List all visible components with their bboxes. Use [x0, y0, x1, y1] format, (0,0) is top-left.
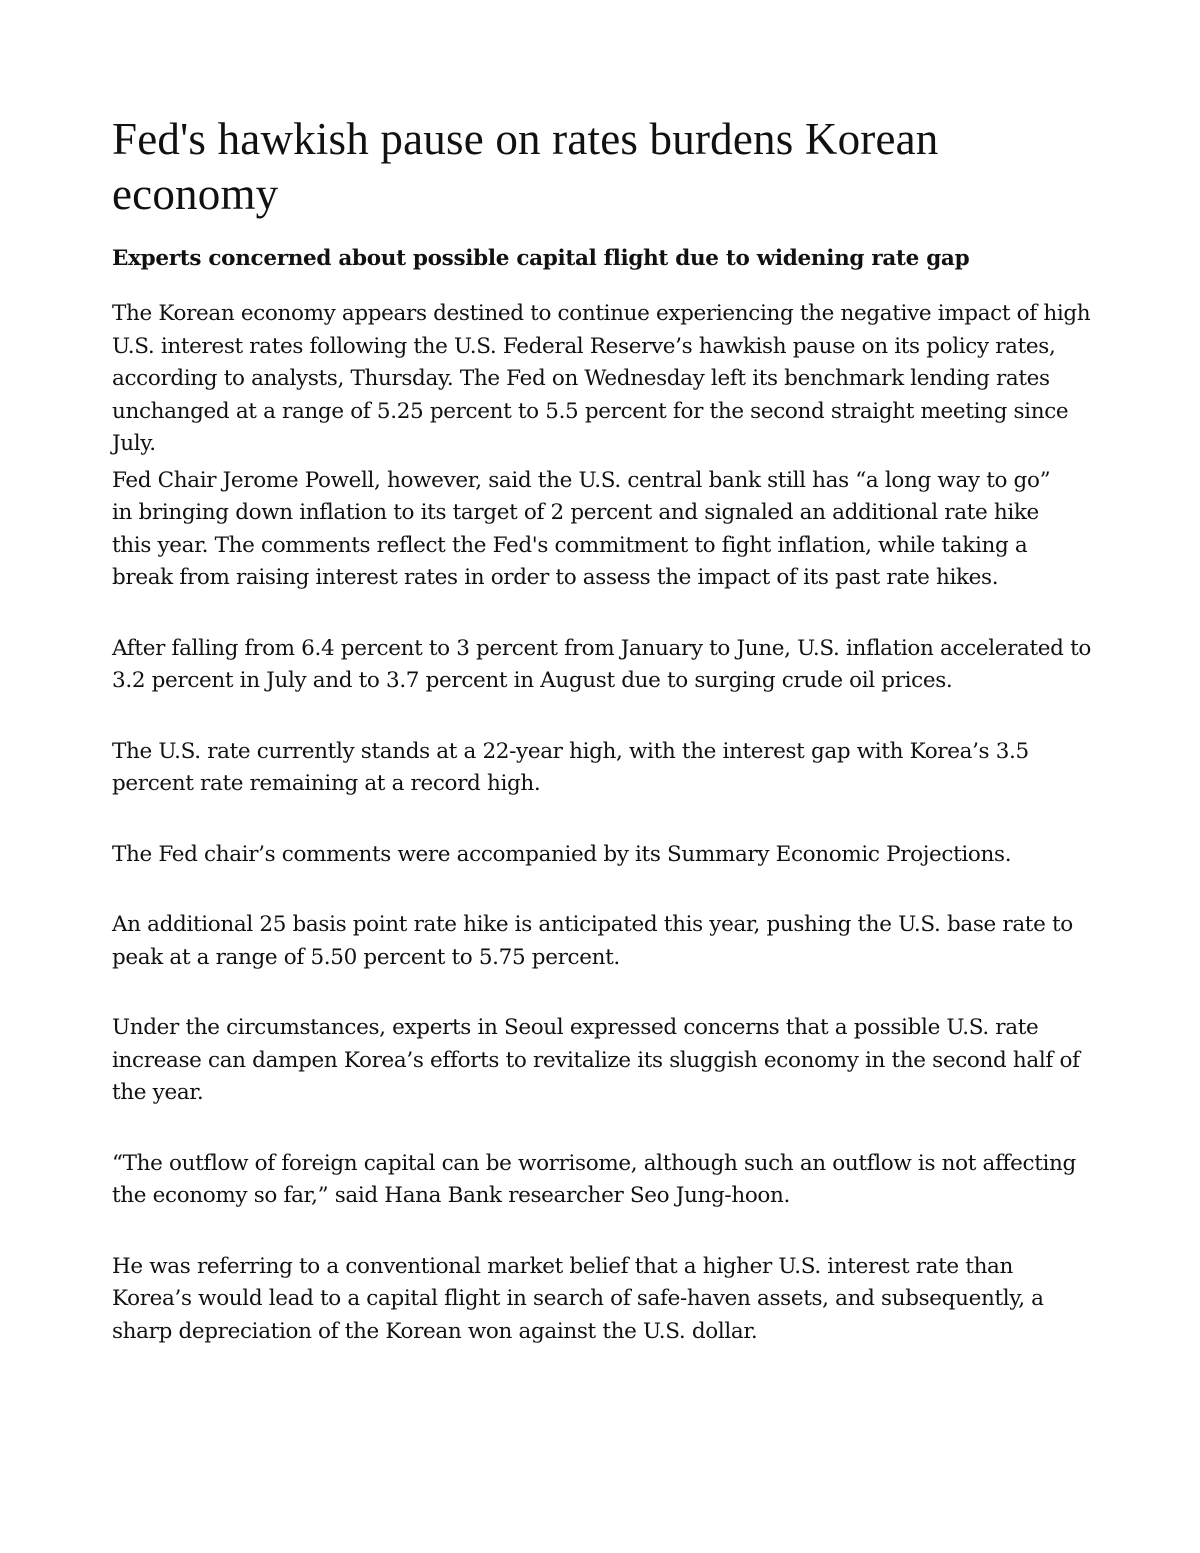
- paragraph-7: Under the circumstances, experts in Seoul expressed concerns that a possible U.S. rate increase can dampen Korea’s efforts to revitalize its sluggish economy in the second half of the year.: [112, 1015, 1080, 1105]
- paragraph-1: The Korean economy appears destined to continue experiencing the negative impact of high U.S. interest rates following the U.S. Federal Reserve’s hawkish pause on its policy rates, according to analysts, Thursday. The Fed on Wednesday left its benchmark lending rates unchanged at a range of 5.25 percent to 5.5 percent for the second straight meeting since July.: [112, 301, 1091, 456]
- paragraph-3: After falling from 6.4 percent to 3 percent from January to June, U.S. inflation accelerated to 3.2 percent in July and to 3.7 percent in August due to surging crude oil prices.: [112, 635, 1091, 693]
- article: [112, 112, 1092, 1348]
- article-subtitle: Experts concerned about possible capital flight due to widening rate gap: [112, 246, 970, 271]
- paragraph-5: The Fed chair’s comments were accompanied by its Summary Economic Projections.: [112, 841, 1012, 867]
- paragraph-2: Fed Chair Jerome Powell, however, said the U.S. central bank still has “a long way to go” in bringing down inflation to its target of 2 percent and signaled an additional rate hike this year. The comments reflect the Fed's commitment to fight inflation, while taking a break from raising interest rates in order to assess the impact of its past rate hikes.: [112, 467, 1051, 590]
- paragraph-8: “The outflow of foreign capital can be worrisome, although such an outflow is not affecting the economy so far,” said Hana Bank researcher Seo Jung-hoon.: [112, 1150, 1076, 1208]
- paragraph-6: An additional 25 basis point rate hike is anticipated this year, pushing the U.S. base rate to peak at a range of 5.50 percent to 5.75 percent.: [112, 912, 1073, 970]
- article-title: Fed's hawkish pause on rates burdens Korean economy: [112, 114, 939, 219]
- paragraph-9: He was referring to a conventional market belief that a higher U.S. interest rate than Korea’s would lead to a capital flight in search of safe-haven assets, and subsequently, a sharp depreciation of the Korean won against the U.S. dollar.: [112, 1253, 1044, 1344]
- paragraph-4: The U.S. rate currently stands at a 22-year high, with the interest gap with Korea’s 3.5 percent rate remaining at a record high.: [112, 738, 1029, 796]
